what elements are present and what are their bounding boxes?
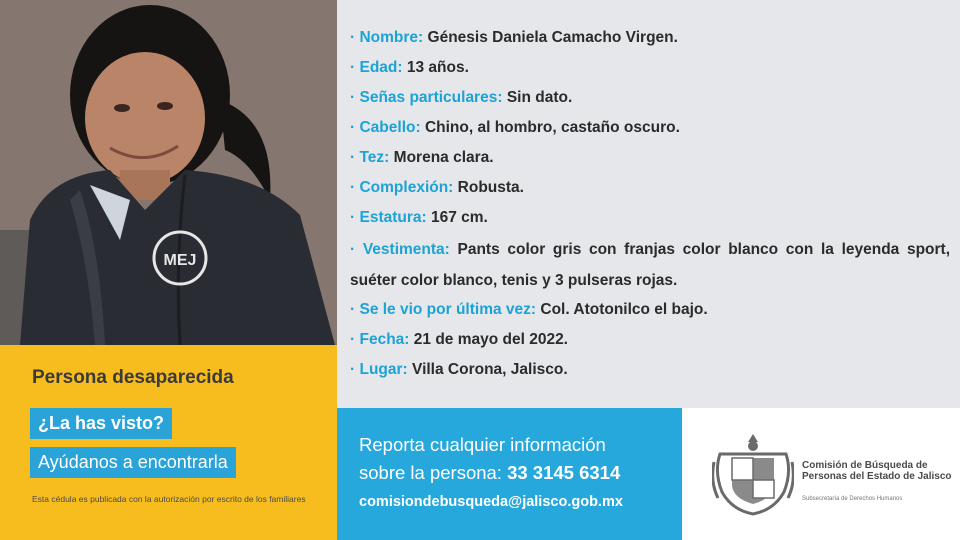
organization-name: Comisión de Búsqueda de Personas del Estado de Jalisco [802, 460, 952, 482]
detail-name: · Nombre: Génesis Daniela Camacho Virgen. [350, 29, 678, 46]
contact-email[interactable]: comisiondebusqueda@jalisco.gob.mx [359, 494, 623, 510]
detail-skin: · Tez: Morena clara. [350, 149, 494, 166]
organization-logo-panel [682, 408, 960, 540]
missing-banner [0, 345, 337, 540]
contact-panel [337, 408, 682, 540]
report-prefix: sobre la persona: [359, 462, 508, 483]
detail-place: · Lugar: Villa Corona, Jalisco. [350, 361, 568, 378]
detail-marks: · Señas particulares: Sin dato. [350, 89, 573, 106]
jalisco-seal-icon [712, 432, 794, 516]
detail-build: · Complexión: Robusta. [350, 179, 524, 196]
seen-question: ¿La has visto? [30, 408, 172, 439]
detail-last-seen: · Se le vio por última vez: Col. Atotonilco el bajo. [350, 301, 708, 318]
contact-phone[interactable]: 33 3145 6314 [507, 462, 621, 483]
detail-age: · Edad: 13 años. [350, 59, 469, 76]
detail-clothing: · Vestimenta: Pants color gris con franjas color blanco con la leyenda sport, suéter color blanco, tenis y 3 pulseras rojas. [350, 241, 951, 289]
report-line: Reporta cualquier información [359, 434, 606, 455]
report-phone-line [359, 462, 620, 484]
svg-text:MEJ: MEJ [163, 252, 197, 269]
missing-person-photo [0, 0, 337, 345]
detail-hair: · Cabello: Chino, al hombro, castaño oscuro. [350, 119, 680, 136]
help-message: Ayúdanos a encontrarla [30, 447, 236, 478]
missing-title: Persona desaparecida [32, 367, 234, 388]
detail-date: · Fecha: 21 de mayo del 2022. [350, 331, 568, 348]
person-details-panel [337, 0, 960, 408]
disclaimer-text: Esta cédula es publicada con la autorización por escrito de los familiares [32, 494, 306, 504]
detail-height: · Estatura: 167 cm. [350, 209, 488, 226]
organization-subtitle: Subsecretaría de Derechos Humanos [802, 496, 903, 502]
